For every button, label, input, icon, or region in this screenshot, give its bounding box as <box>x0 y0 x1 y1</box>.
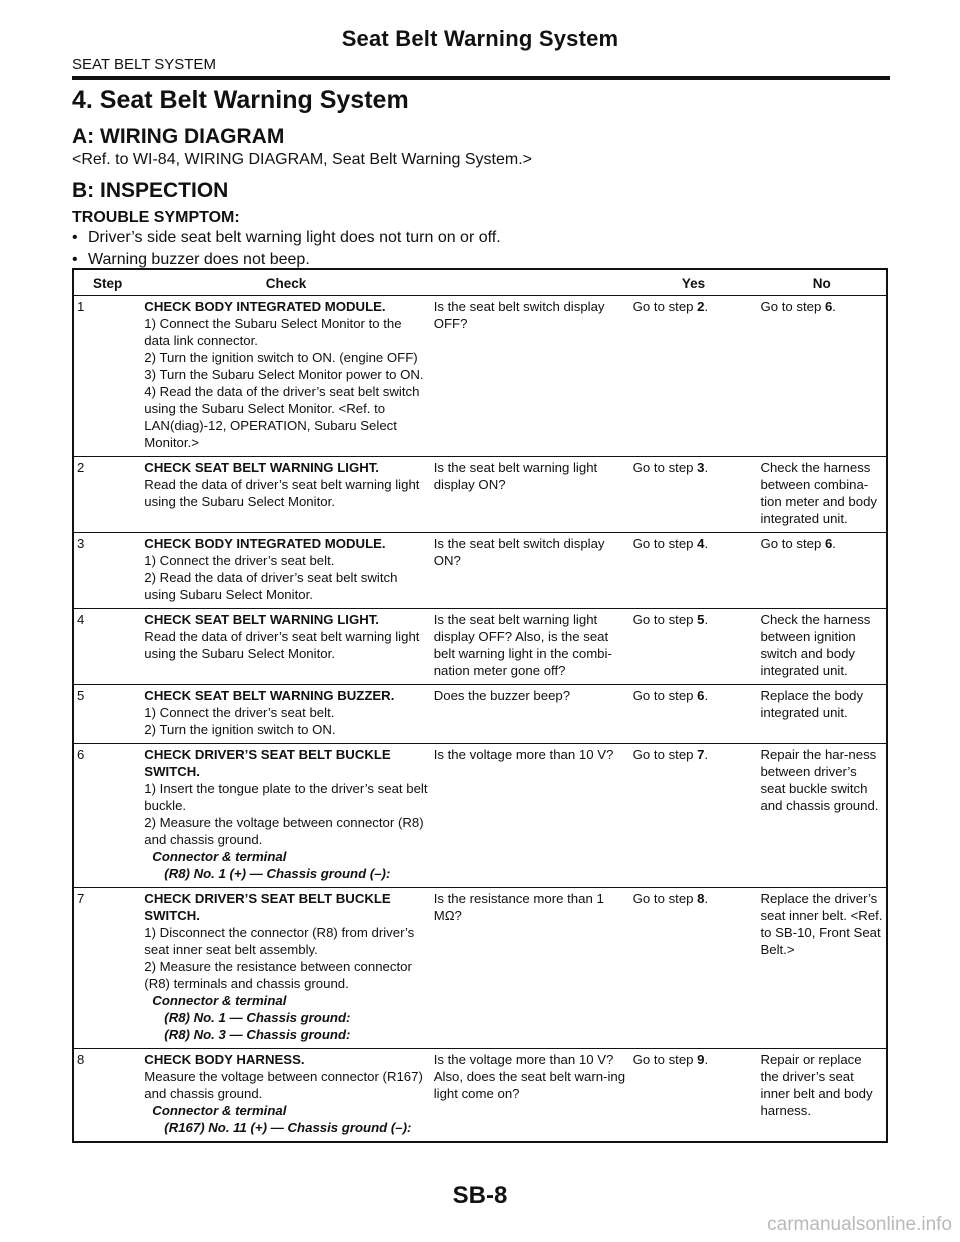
check-line: 1) Connect the Subaru Select Monitor to the data link connector. <box>144 316 402 348</box>
connector-terminal-label: Connector & terminal <box>152 1103 287 1118</box>
step-number: 2 <box>73 457 141 533</box>
connector-terminal-label: Connector & terminal <box>152 849 287 864</box>
yes-cell: Go to step 2. <box>630 296 758 457</box>
header-question <box>431 269 630 296</box>
check-question: Does the buzzer beep? <box>431 685 630 744</box>
table-row <box>73 457 887 533</box>
connector-terminal-line: (R167) No. 11 (+) — Chassis ground (–): <box>164 1120 412 1135</box>
check-question: Is the voltage more than 10 V? Also, does the seat belt warn-ing light come on? <box>431 1049 630 1143</box>
check-cell <box>141 457 430 533</box>
no-cell <box>757 888 887 1049</box>
no-prefix: Go to step <box>760 536 825 551</box>
table-row <box>73 685 887 744</box>
yes-step-link[interactable]: 9 <box>697 1052 705 1067</box>
step-number: 1 <box>73 296 141 457</box>
no-action: Repair the har-ness between driver’s seat buckle switch and chassis ground. <box>760 747 879 813</box>
check-question: Is the voltage more than 10 V? <box>431 744 630 888</box>
check-line: 2) Measure the voltage between connector (R8) and chassis ground. <box>144 815 424 847</box>
section-content <box>72 86 888 271</box>
check-title: CHECK SEAT BELT WARNING LIGHT. <box>144 612 379 627</box>
yes-step-link[interactable]: 3 <box>697 460 705 475</box>
check-cell <box>141 1049 430 1143</box>
step-number: 6 <box>73 744 141 888</box>
check-question: Is the seat belt switch display OFF? <box>431 296 630 457</box>
header-section: SEAT BELT SYSTEM <box>72 56 216 73</box>
no-action: Repair or replace the driver’s seat inner belt and body harness. <box>760 1052 873 1118</box>
check-line: 3) Turn the Subaru Select Monitor power to ON. <box>144 367 424 382</box>
check-title: CHECK SEAT BELT WARNING LIGHT. <box>144 460 379 475</box>
trouble-symptom-title: TROUBLE SYMPTOM: <box>72 209 240 226</box>
check-line: 1) Insert the tongue plate to the driver’s seat belt buckle. <box>144 781 428 813</box>
header-check: Check <box>141 269 430 296</box>
symptom-item: • Warning buzzer does not beep. <box>72 249 888 271</box>
check-cell <box>141 744 430 888</box>
check-title: CHECK SEAT BELT WARNING BUZZER. <box>144 688 395 703</box>
yes-prefix: Go to step <box>632 536 698 551</box>
no-action: Replace the body integrated unit. <box>760 688 864 720</box>
table-row <box>73 888 887 1049</box>
check-line: 2) Read the data of driver’s seat belt switch using Subaru Select Monitor. <box>144 570 398 602</box>
check-line: 1) Connect the driver’s seat belt. <box>144 705 335 720</box>
yes-step-link[interactable]: 2 <box>697 299 705 314</box>
check-cell <box>141 888 430 1049</box>
yes-step-link[interactable]: 5 <box>697 612 705 627</box>
check-line: 1) Disconnect the connector (R8) from driver’s seat inner seat belt assembly. <box>144 925 415 957</box>
yes-prefix: Go to step <box>632 460 698 475</box>
step-number: 3 <box>73 533 141 609</box>
yes-cell: Go to step 4. <box>630 533 758 609</box>
check-question: Is the seat belt switch display ON? <box>431 533 630 609</box>
no-action: Replace the driver’s seat inner belt. <Ref. to SB-10, Front Seat Belt.> <box>760 891 883 957</box>
table-row <box>73 609 887 685</box>
yes-prefix: Go to step <box>632 747 698 762</box>
no-cell: Go to step 6. <box>757 296 887 457</box>
yes-cell: Go to step 7. <box>630 744 758 888</box>
step-number: 5 <box>73 685 141 744</box>
check-line: 2) Turn the ignition switch to ON. <box>144 722 336 737</box>
connector-terminal-line: (R8) No. 1 (+) — Chassis ground (–): <box>164 866 391 881</box>
table-row <box>73 744 887 888</box>
no-cell <box>757 744 887 888</box>
symptom-list <box>72 227 888 271</box>
page-number: SB-8 <box>452 1182 508 1209</box>
check-cell <box>141 533 430 609</box>
no-step-link[interactable]: 6 <box>824 299 833 314</box>
yes-prefix: Go to step <box>632 1052 698 1067</box>
yes-prefix: Go to step <box>632 299 698 314</box>
no-cell <box>757 457 887 533</box>
check-cell <box>141 685 430 744</box>
header-title: Seat Belt Warning System <box>341 26 619 51</box>
step-number: 4 <box>73 609 141 685</box>
header-yes: Yes <box>630 269 758 296</box>
no-cell <box>757 685 887 744</box>
yes-cell: Go to step 8. <box>630 888 758 1049</box>
table-row <box>73 1049 887 1143</box>
check-question: Is the seat belt warning light display ON? <box>431 457 630 533</box>
no-action: Check the harness between ignition switch and body integrated unit. <box>760 612 871 678</box>
check-line: 4) Read the data of the driver’s seat belt switch using the Subaru Select Monitor. <Ref. to LAN(diag)-12, OPERATION, Subaru Select Monitor.> <box>144 384 420 450</box>
yes-prefix: Go to step <box>632 612 698 627</box>
wiring-heading: A: WIRING DIAGRAM <box>72 125 285 148</box>
check-title: CHECK BODY HARNESS. <box>144 1052 305 1067</box>
step-number: 8 <box>73 1049 141 1143</box>
section-heading: 4. Seat Belt Warning System <box>72 86 409 114</box>
no-action: Check the harness between combina-tion meter and body integrated unit. <box>760 460 878 526</box>
check-line: Read the data of driver’s seat belt warning light using the Subaru Select Monitor. <box>144 629 420 661</box>
check-title: CHECK BODY INTEGRATED MODULE. <box>144 536 386 551</box>
check-line: 1) Connect the driver’s seat belt. <box>144 553 335 568</box>
connector-terminal-label: Connector & terminal <box>152 993 287 1008</box>
yes-step-link[interactable]: 4 <box>697 536 705 551</box>
check-line: 2) Measure the resistance between connector (R8) terminals and chassis ground. <box>144 959 412 991</box>
no-cell <box>757 609 887 685</box>
yes-prefix: Go to step <box>632 891 698 906</box>
check-question: Is the resistance more than 1 MΩ? <box>431 888 630 1049</box>
inspection-heading: B: INSPECTION <box>72 179 229 202</box>
check-title: CHECK DRIVER’S SEAT BELT BUCKLE SWITCH. <box>144 747 391 779</box>
wiring-reference-link[interactable]: <Ref. to WI-84, WIRING DIAGRAM, Seat Belt Warning System.> <box>72 151 532 168</box>
symptom-item: • Driver’s side seat belt warning light does not turn on or off. <box>72 227 888 249</box>
check-line: 2) Turn the ignition switch to ON. (engine OFF) <box>144 350 418 365</box>
table-body <box>73 296 887 1143</box>
table-row <box>73 533 887 609</box>
yes-step-link[interactable]: 7 <box>697 747 705 762</box>
yes-step-link[interactable]: 6 <box>697 688 705 703</box>
page-header <box>72 26 888 73</box>
step-number: 7 <box>73 888 141 1049</box>
header-step: Step <box>73 269 141 296</box>
inspection-table <box>72 268 888 1143</box>
yes-cell: Go to step 6. <box>630 685 758 744</box>
header-no: No <box>757 269 887 296</box>
table-row <box>73 296 887 457</box>
yes-step-link[interactable]: 8 <box>697 891 705 906</box>
check-cell <box>141 296 430 457</box>
no-prefix: Go to step <box>760 299 825 314</box>
check-cell <box>141 609 430 685</box>
check-title: CHECK DRIVER’S SEAT BELT BUCKLE SWITCH. <box>144 891 391 923</box>
connector-terminal-line: (R8) No. 1 — Chassis ground: <box>164 1010 351 1025</box>
table-header-row <box>73 269 887 296</box>
yes-cell: Go to step 3. <box>630 457 758 533</box>
yes-prefix: Go to step <box>632 688 698 703</box>
connector-terminal-line: (R8) No. 3 — Chassis ground: <box>164 1027 351 1042</box>
check-line: Measure the voltage between connector (R167) and chassis ground. <box>144 1069 423 1101</box>
check-question: Is the seat belt warning light display OFF? Also, is the seat belt warning light in the combi-nation meter gone off? <box>431 609 630 685</box>
yes-cell: Go to step 9. <box>630 1049 758 1143</box>
no-step-link[interactable]: 6 <box>824 536 833 551</box>
check-title: CHECK BODY INTEGRATED MODULE. <box>144 299 386 314</box>
no-cell <box>757 1049 887 1143</box>
yes-cell: Go to step 5. <box>630 609 758 685</box>
header-rule <box>72 76 890 80</box>
no-cell: Go to step 6. <box>757 533 887 609</box>
watermark: carmanualsonline.info <box>767 1214 952 1235</box>
check-line: Read the data of driver’s seat belt warning light using the Subaru Select Monitor. <box>144 477 420 509</box>
